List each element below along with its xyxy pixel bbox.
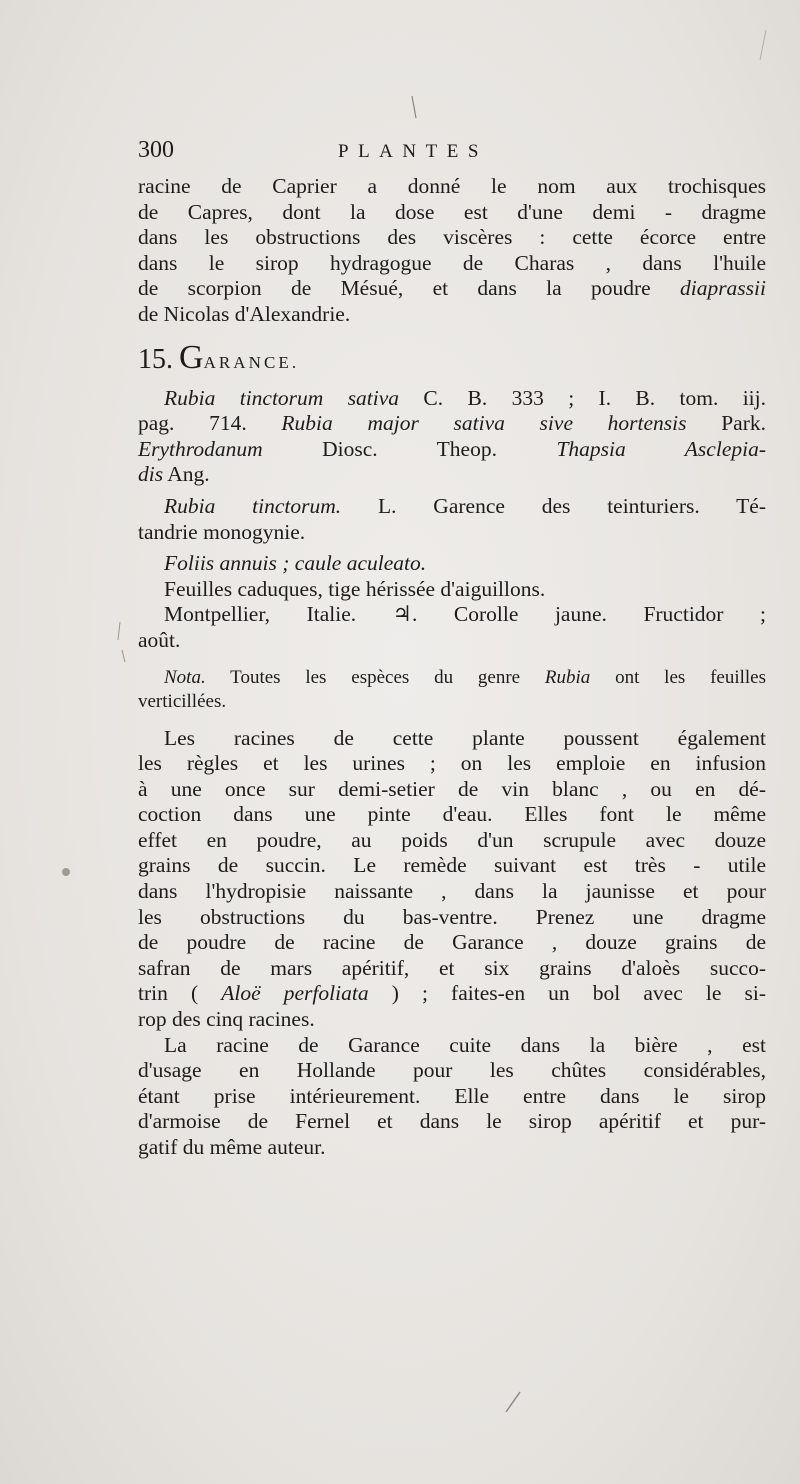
synonyms-paragraph	[138, 386, 766, 488]
section-title: ARANCE.	[203, 352, 300, 372]
text-line: Rubia tinctorum. L. Garence des teinturiers. Té-	[164, 493, 766, 518]
intro-paragraph	[138, 174, 766, 328]
text-line: à une once sur demi-setier de vin blanc , ou en dé-	[138, 776, 766, 801]
text-line: tandrie monogynie.	[138, 519, 306, 544]
italic-term: diaprassii	[679, 276, 766, 301]
section-heading	[138, 338, 766, 380]
text-line: dans les obstructions des viscères : cette écorce entre	[138, 225, 766, 250]
text-line: verticillées.	[138, 690, 227, 712]
text-line: Feuilles caduques, tige hérissée d'aiguillons.	[164, 576, 546, 601]
text-line: La racine de Garance cuite dans la bière , est	[164, 1032, 766, 1057]
text-line: dis Ang.	[138, 462, 210, 487]
text-line: les obstructions du bas-ventre. Prenez une dragme	[138, 904, 766, 929]
text-line: de scorpion de Mésué, et dans la poudre diaprassii	[138, 276, 766, 301]
text-line: pag. 714. Rubia major sativa sive hortensis Park.	[138, 411, 766, 436]
text-line: dans le sirop hydragogue de Charas , dans l'huile	[138, 250, 766, 275]
text-line: les règles et les urines ; on les emploie en infusion	[138, 751, 766, 776]
uses-paragraph	[138, 726, 766, 1033]
text-line: rop des cinq racines.	[138, 1007, 315, 1032]
text-line: Foliis annuis ; caule aculeato.	[164, 551, 427, 576]
text-line: de Capres, dont la dose est d'une demi - dragme	[138, 199, 766, 224]
text-line: Les racines de cette plante poussent également	[164, 725, 766, 750]
text-line: Montpellier, Italie. ♃. Corolle jaune. Fructidor ;	[164, 602, 766, 627]
text-line: d'armoise de Fernel et dans le sirop apéritif et pur-	[138, 1109, 766, 1134]
description-paragraph	[138, 577, 766, 654]
section-initial: G	[179, 338, 204, 376]
text-line: grains de succin. Le remède suivant est très - utile	[138, 853, 766, 878]
holland-paragraph	[138, 1033, 766, 1161]
text-line: gatif du même auteur.	[138, 1135, 326, 1159]
text-line: août.	[138, 627, 181, 652]
character-line	[138, 551, 766, 577]
text-line: coction dans une pinte d'eau. Elles font le même	[138, 802, 766, 827]
text-line: de Nicolas d'Alexandrie.	[138, 301, 351, 326]
text-line: Nota. Toutes les espèces du genre Rubia ont les feuilles	[164, 666, 766, 688]
running-head	[138, 138, 766, 172]
text-line: étant prise intérieurement. Elle entre dans le sirop	[138, 1083, 766, 1108]
text-line: de poudre de racine de Garance , douze grains de	[138, 930, 766, 955]
running-title: PLANTES	[338, 141, 488, 162]
text-line: trin ( Aloë perfoliata ) ; faites-en un bol avec le si-	[138, 981, 766, 1006]
section-number: 15.	[138, 343, 173, 375]
text-line: Erythrodanum Diosc. Theop. Thapsia Asclepia-	[138, 436, 766, 461]
text-line: Rubia tinctorum sativa C. B. 333 ; I. B. tom. iij.	[164, 385, 766, 410]
text-block	[138, 138, 766, 1161]
text-line: effet en poudre, au poids d'un scrupule avec douze	[138, 827, 766, 852]
text-line: d'usage en Hollande pour les chûtes considérables,	[138, 1058, 766, 1083]
nota-label: Nota.	[164, 666, 206, 688]
nota-paragraph	[138, 666, 766, 714]
linnaeus-paragraph	[138, 494, 766, 545]
text-line: racine de Caprier a donné le nom aux trochisques	[138, 174, 766, 198]
text-line: safran de mars apéritif, et six grains d'aloès succo-	[138, 955, 766, 980]
text-line: dans l'hydropisie naissante , dans la jaunisse et pour	[138, 879, 766, 904]
page-number: 300	[138, 137, 174, 163]
